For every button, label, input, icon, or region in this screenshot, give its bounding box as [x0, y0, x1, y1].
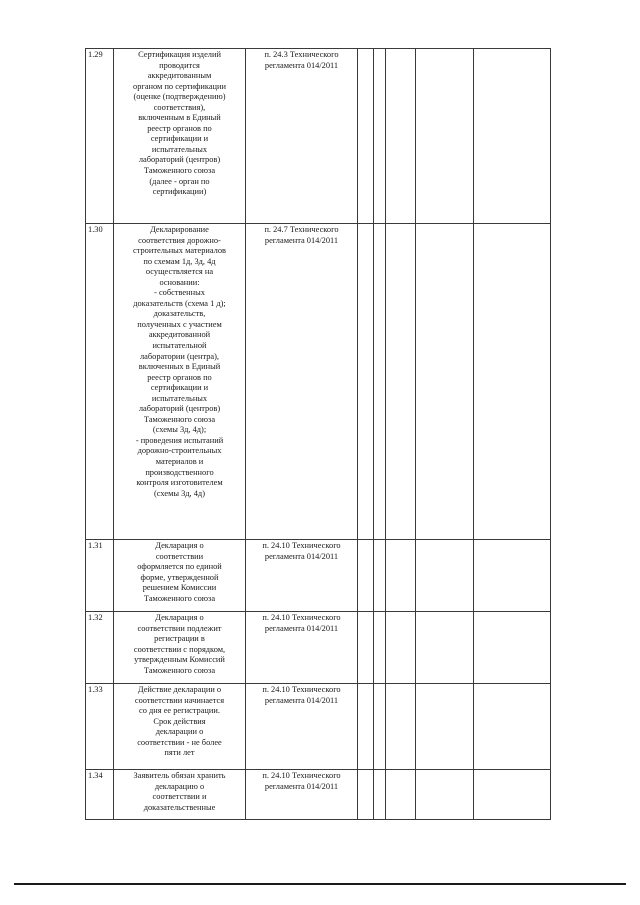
- empty-cell: [358, 49, 374, 224]
- empty-cell: [386, 684, 416, 770]
- requirement-text: Сертификация изделий проводится аккредитованным органом по сертификации (оценке (подтверждению) соответствия), включенным в Единый реестр органов по сертификации и испытательных лабораторий (центров) Таможенного союза (далее - орган по сертификации): [114, 49, 246, 224]
- table-row: [86, 540, 551, 612]
- row-number: 1.34: [86, 770, 114, 820]
- regulation-reference: п. 24.3 Технического регламента 014/2011: [246, 49, 358, 224]
- table-row: [86, 770, 551, 820]
- row-number: 1.32: [86, 612, 114, 684]
- regulation-reference: п. 24.7 Технического регламента 014/2011: [246, 224, 358, 540]
- table-row: [86, 49, 551, 224]
- requirement-text: Декларация о соответствии подлежит регистрации в соответствии с порядком, утвержденным Комиссий Таможенного союза: [114, 612, 246, 684]
- empty-cell: [416, 612, 474, 684]
- empty-cell: [474, 684, 551, 770]
- regulation-reference: п. 24.10 Технического регламента 014/2011: [246, 770, 358, 820]
- table-row: [86, 612, 551, 684]
- empty-cell: [416, 770, 474, 820]
- empty-cell: [374, 224, 386, 540]
- requirement-text: Декларирование соответствия дорожно- строительных материалов по схемам 1д, 3д, 4д осуществляется на основании: - собственных доказательств (схема 1 д); доказательств, полученных с участием аккредитованной испытательной лаборатории (центра), включенных в Единый реестр органов по сертификации и испытательных лабораторий (центров) Таможенного союза (схемы 3д, 4д); - проведения испытаний дорожно-строительных материалов и производственного контроля изготовителем (схемы 3д, 4д): [114, 224, 246, 540]
- empty-cell: [386, 612, 416, 684]
- empty-cell: [358, 612, 374, 684]
- empty-cell: [474, 612, 551, 684]
- empty-cell: [358, 540, 374, 612]
- regulation-reference: п. 24.10 Технического регламента 014/2011: [246, 612, 358, 684]
- empty-cell: [474, 224, 551, 540]
- requirement-text: Заявитель обязан хранить декларацию о соответствии и доказательственные: [114, 770, 246, 820]
- page-footer-rule: [14, 883, 626, 885]
- table-row: [86, 224, 551, 540]
- regulation-reference: п. 24.10 Технического регламента 014/2011: [246, 540, 358, 612]
- empty-cell: [374, 49, 386, 224]
- row-number: 1.33: [86, 684, 114, 770]
- empty-cell: [416, 49, 474, 224]
- empty-cell: [386, 540, 416, 612]
- empty-cell: [474, 770, 551, 820]
- requirement-text: Действие декларации о соответствии начинается со дня ее регистрации. Срок действия декларации о соответствии - не более пяти лет: [114, 684, 246, 770]
- empty-cell: [358, 684, 374, 770]
- empty-cell: [386, 770, 416, 820]
- table-row: [86, 684, 551, 770]
- regulation-reference: п. 24.10 Технического регламента 014/2011: [246, 684, 358, 770]
- empty-cell: [374, 684, 386, 770]
- empty-cell: [374, 612, 386, 684]
- empty-cell: [386, 49, 416, 224]
- requirements-table: [85, 48, 551, 820]
- empty-cell: [374, 770, 386, 820]
- empty-cell: [474, 49, 551, 224]
- empty-cell: [416, 224, 474, 540]
- empty-cell: [416, 540, 474, 612]
- row-number: 1.31: [86, 540, 114, 612]
- empty-cell: [374, 540, 386, 612]
- empty-cell: [358, 770, 374, 820]
- row-number: 1.29: [86, 49, 114, 224]
- row-number: 1.30: [86, 224, 114, 540]
- requirement-text: Декларация о соответствии оформляется по единой форме, утвержденной решением Комиссии Таможенного союза: [114, 540, 246, 612]
- empty-cell: [416, 684, 474, 770]
- empty-cell: [474, 540, 551, 612]
- empty-cell: [358, 224, 374, 540]
- empty-cell: [386, 224, 416, 540]
